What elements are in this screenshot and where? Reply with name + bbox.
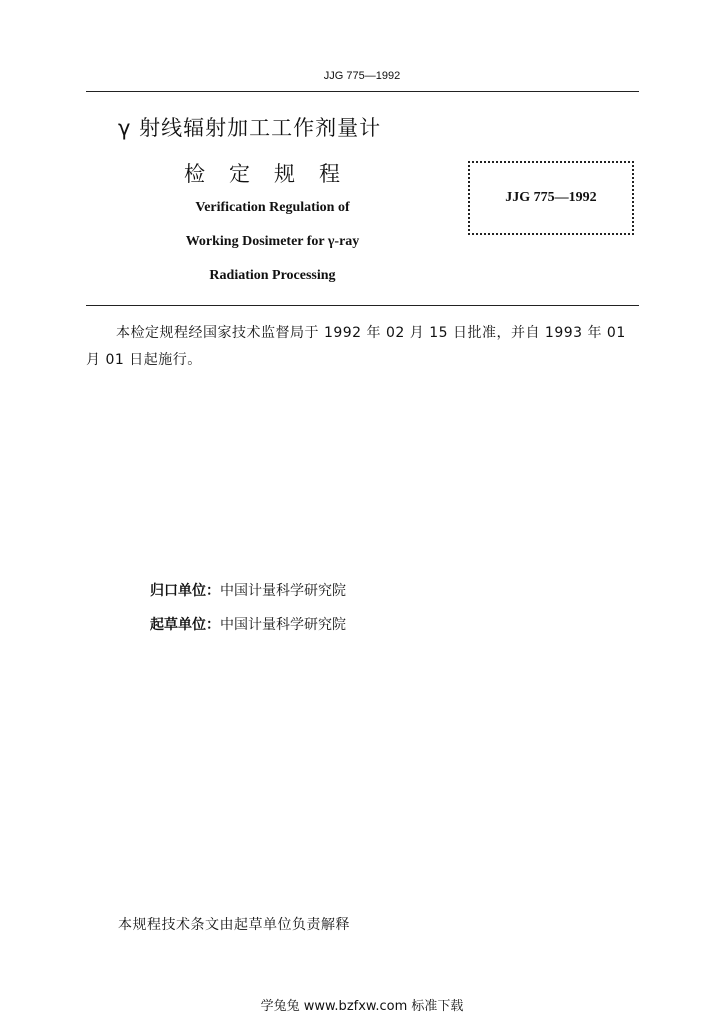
document-title-en-line1: Verification Regulation of: [195, 200, 350, 215]
standard-code-box: [468, 161, 634, 235]
drafting-unit-row: [150, 614, 346, 634]
header-standard-code: JJG 775—1992: [323, 70, 401, 82]
drafting-unit-label: 起草单位：: [150, 617, 220, 633]
drafting-unit-value: 中国计量科学研究院: [220, 617, 346, 633]
responsible-unit-label: 归口单位：: [150, 583, 220, 599]
document-title-en-line2: Working Dosimeter for γ-ray: [185, 234, 360, 249]
responsible-unit-row: [150, 580, 346, 600]
footer-watermark-text: 学兔兔 www.bzfxw.com 标准下载: [260, 999, 464, 1014]
standard-code-box-text: JJG 775—1992: [505, 190, 597, 205]
document-title-cn: γ 射线辐射加工工作剂量计: [118, 116, 382, 140]
approval-paragraph: 本检定规程经国家技术监督局于 1992 年 02 月 15 日批准，并自 1993 年 01 月 01 日起施行。: [86, 325, 626, 368]
responsible-unit-value: 中国计量科学研究院: [220, 583, 346, 599]
top-divider: [86, 91, 639, 92]
middle-divider: [86, 305, 639, 306]
interpretation-note: 本规程技术条文由起草单位负责解释: [118, 917, 350, 933]
document-subtitle-cn: 检定规程: [184, 162, 364, 186]
document-title-en-line3: Radiation Processing: [209, 268, 336, 283]
